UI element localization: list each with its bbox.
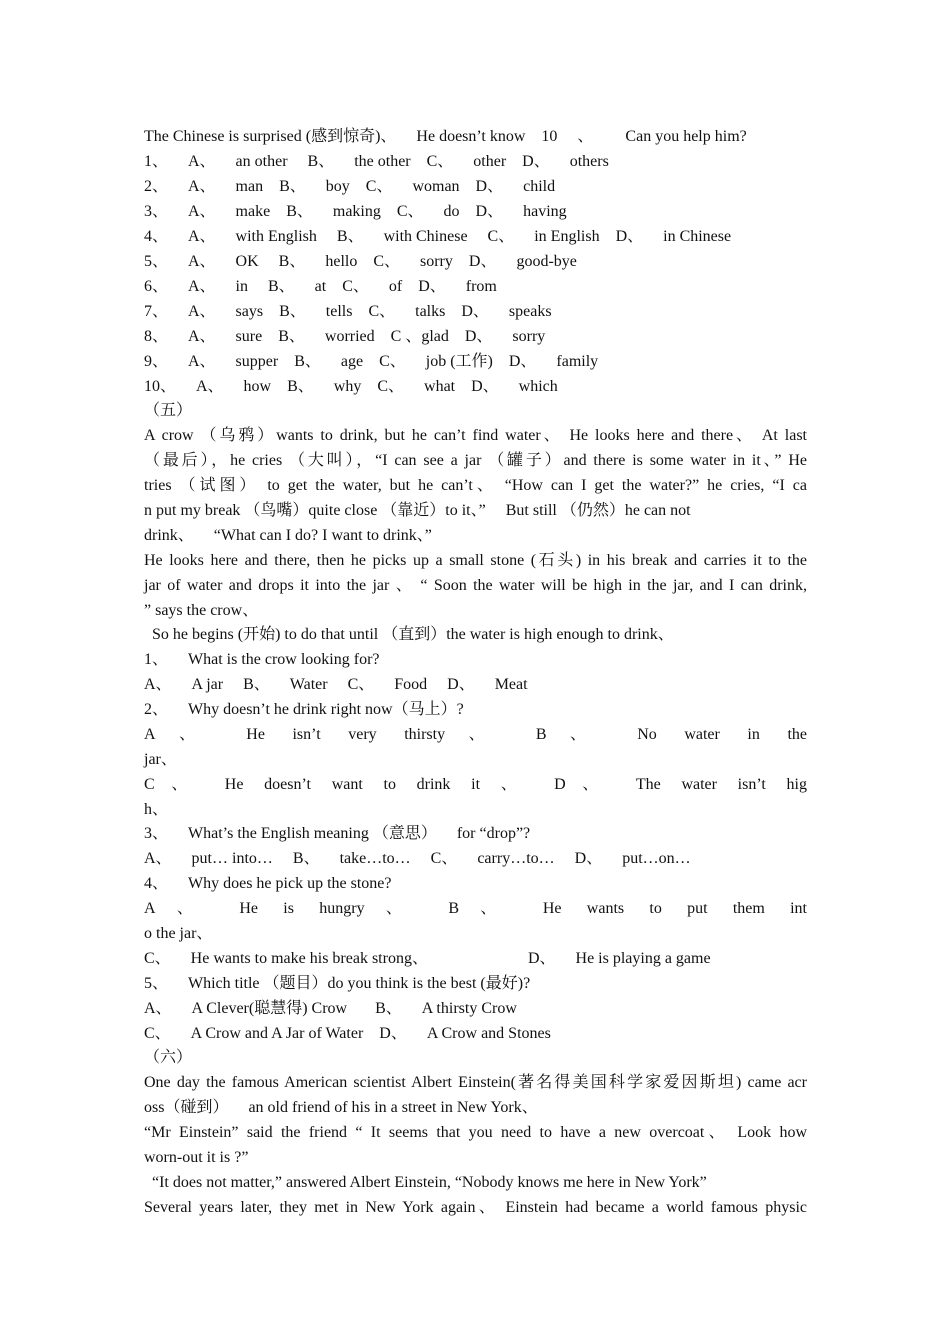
options-2b: C、 He doesn’t want to drink it 、 D、 The water isn’t hig xyxy=(144,776,807,793)
passage-line: “Mr Einstein” said the friend “ It seems that you need to have a new overcoat、 Look how xyxy=(144,1124,807,1141)
passage-line: drink、 “What can I do? I want to drink、” xyxy=(144,527,432,544)
options-1: A、 A jar B、 Water C、 Food D、 Meat xyxy=(144,676,528,693)
question-4: 4、 Why does he pick up the stone? xyxy=(144,875,392,892)
passage-line: Several years later, they met in New York again、 Einstein had became a world famous physic xyxy=(144,1199,807,1216)
option-row-7: 7、 A、 says B、 tells C、 talks D、 speaks xyxy=(144,303,552,320)
options-2b-wrap: h、 xyxy=(144,801,169,818)
option-row-1: 1、 A、 an other B、 the other C、 other D、 others xyxy=(144,153,609,170)
option-row-10: 10、 A、 how B、 why C、 what D、 which xyxy=(144,378,558,395)
passage-line: worn-out it is ?” xyxy=(144,1149,249,1166)
passage-line: jar of water and drops it into the jar 、 “ Soon the water will be high in the jar, and I can drink, xyxy=(144,577,807,594)
question-2: 2、 Why doesn’t he drink right now（马上）? xyxy=(144,701,464,718)
passage-line: So he begins (开始) to do that until （直到）the water is high enough to drink、 xyxy=(144,626,674,643)
option-row-5: 5、 A、 OK B、 hello C、 sorry D、 good-bye xyxy=(144,253,577,270)
options-2a: A、 He isn’t very thirsty、 B、 No water in the xyxy=(144,726,807,743)
question-1: 1、 What is the crow looking for? xyxy=(144,651,380,668)
options-4a-wrap: o the jar、 xyxy=(144,925,213,942)
options-4a: A、 He is hungry、 B、 He wants to put them int xyxy=(144,900,807,917)
options-5b: C、 A Crow and A Jar of Water D、 A Crow and Stones xyxy=(144,1025,551,1042)
passage-line: One day the famous American scientist Albert Einstein(著名得美国科学家爱因斯坦) came acr xyxy=(144,1074,807,1091)
passage-line: （最后），he cries （大叫），“I can see a jar （罐子）and there is some water in it、” He xyxy=(144,452,807,469)
passage-line: A crow （乌鸦）wants to drink, but he can’t find water、 He looks here and there、 At last xyxy=(144,427,807,444)
question-5: 5、 Which title （题目）do you think is the best (最好)? xyxy=(144,975,531,992)
passage-line: tries （试图） to get the water, but he can’t、 “How can I get the water?” he cries, “I ca xyxy=(144,477,807,494)
passage-line: ” says the crow、 xyxy=(144,602,259,619)
option-row-2: 2、 A、 man B、 boy C、 woman D、 child xyxy=(144,178,556,195)
options-5a: A、 A Clever(聪慧得) Crow B、 A thirsty Crow xyxy=(144,1000,517,1017)
question-3: 3、 What’s the English meaning （意思） for “drop”? xyxy=(144,825,531,842)
options-3: A、 put… into… B、 take…to… C、 carry…to… D、 put…on… xyxy=(144,850,691,867)
passage-line: He looks here and there, then he picks up a small stone (石头) in his break and carries it to the xyxy=(144,552,807,569)
option-row-6: 6、 A、 in B、 at C、 of D、 from xyxy=(144,278,497,295)
section-heading-6: （六） xyxy=(144,1049,193,1066)
option-row-4: 4、 A、 with English B、 with Chinese C、 in English D、 in Chinese xyxy=(144,228,732,245)
passage-line: n put my break （鸟嘴）quite close （靠近）to it、” But still （仍然）he can not xyxy=(144,502,691,519)
option-row-9: 9、 A、 supper B、 age C、 job (工作) D、 family xyxy=(144,353,599,370)
passage-line: oss（碰到） an old friend of his in a street in New York、 xyxy=(144,1099,538,1116)
options-4b: C、 He wants to make his break strong、 D、 He is playing a game xyxy=(144,950,711,967)
question-stem: The Chinese is surprised (感到惊奇)、 He doesn’t know 10 、 Can you help him? xyxy=(144,128,747,145)
section-heading-5: （五） xyxy=(144,402,193,419)
option-row-3: 3、 A、 make B、 making C、 do D、 having xyxy=(144,203,567,220)
options-2a-wrap: jar、 xyxy=(144,751,177,768)
passage-line: “It does not matter,” answered Albert Einstein, “Nobody knows me here in New York” xyxy=(144,1174,707,1191)
option-row-8: 8、 A、 sure B、 worried C 、glad D、 sorry xyxy=(144,328,546,345)
